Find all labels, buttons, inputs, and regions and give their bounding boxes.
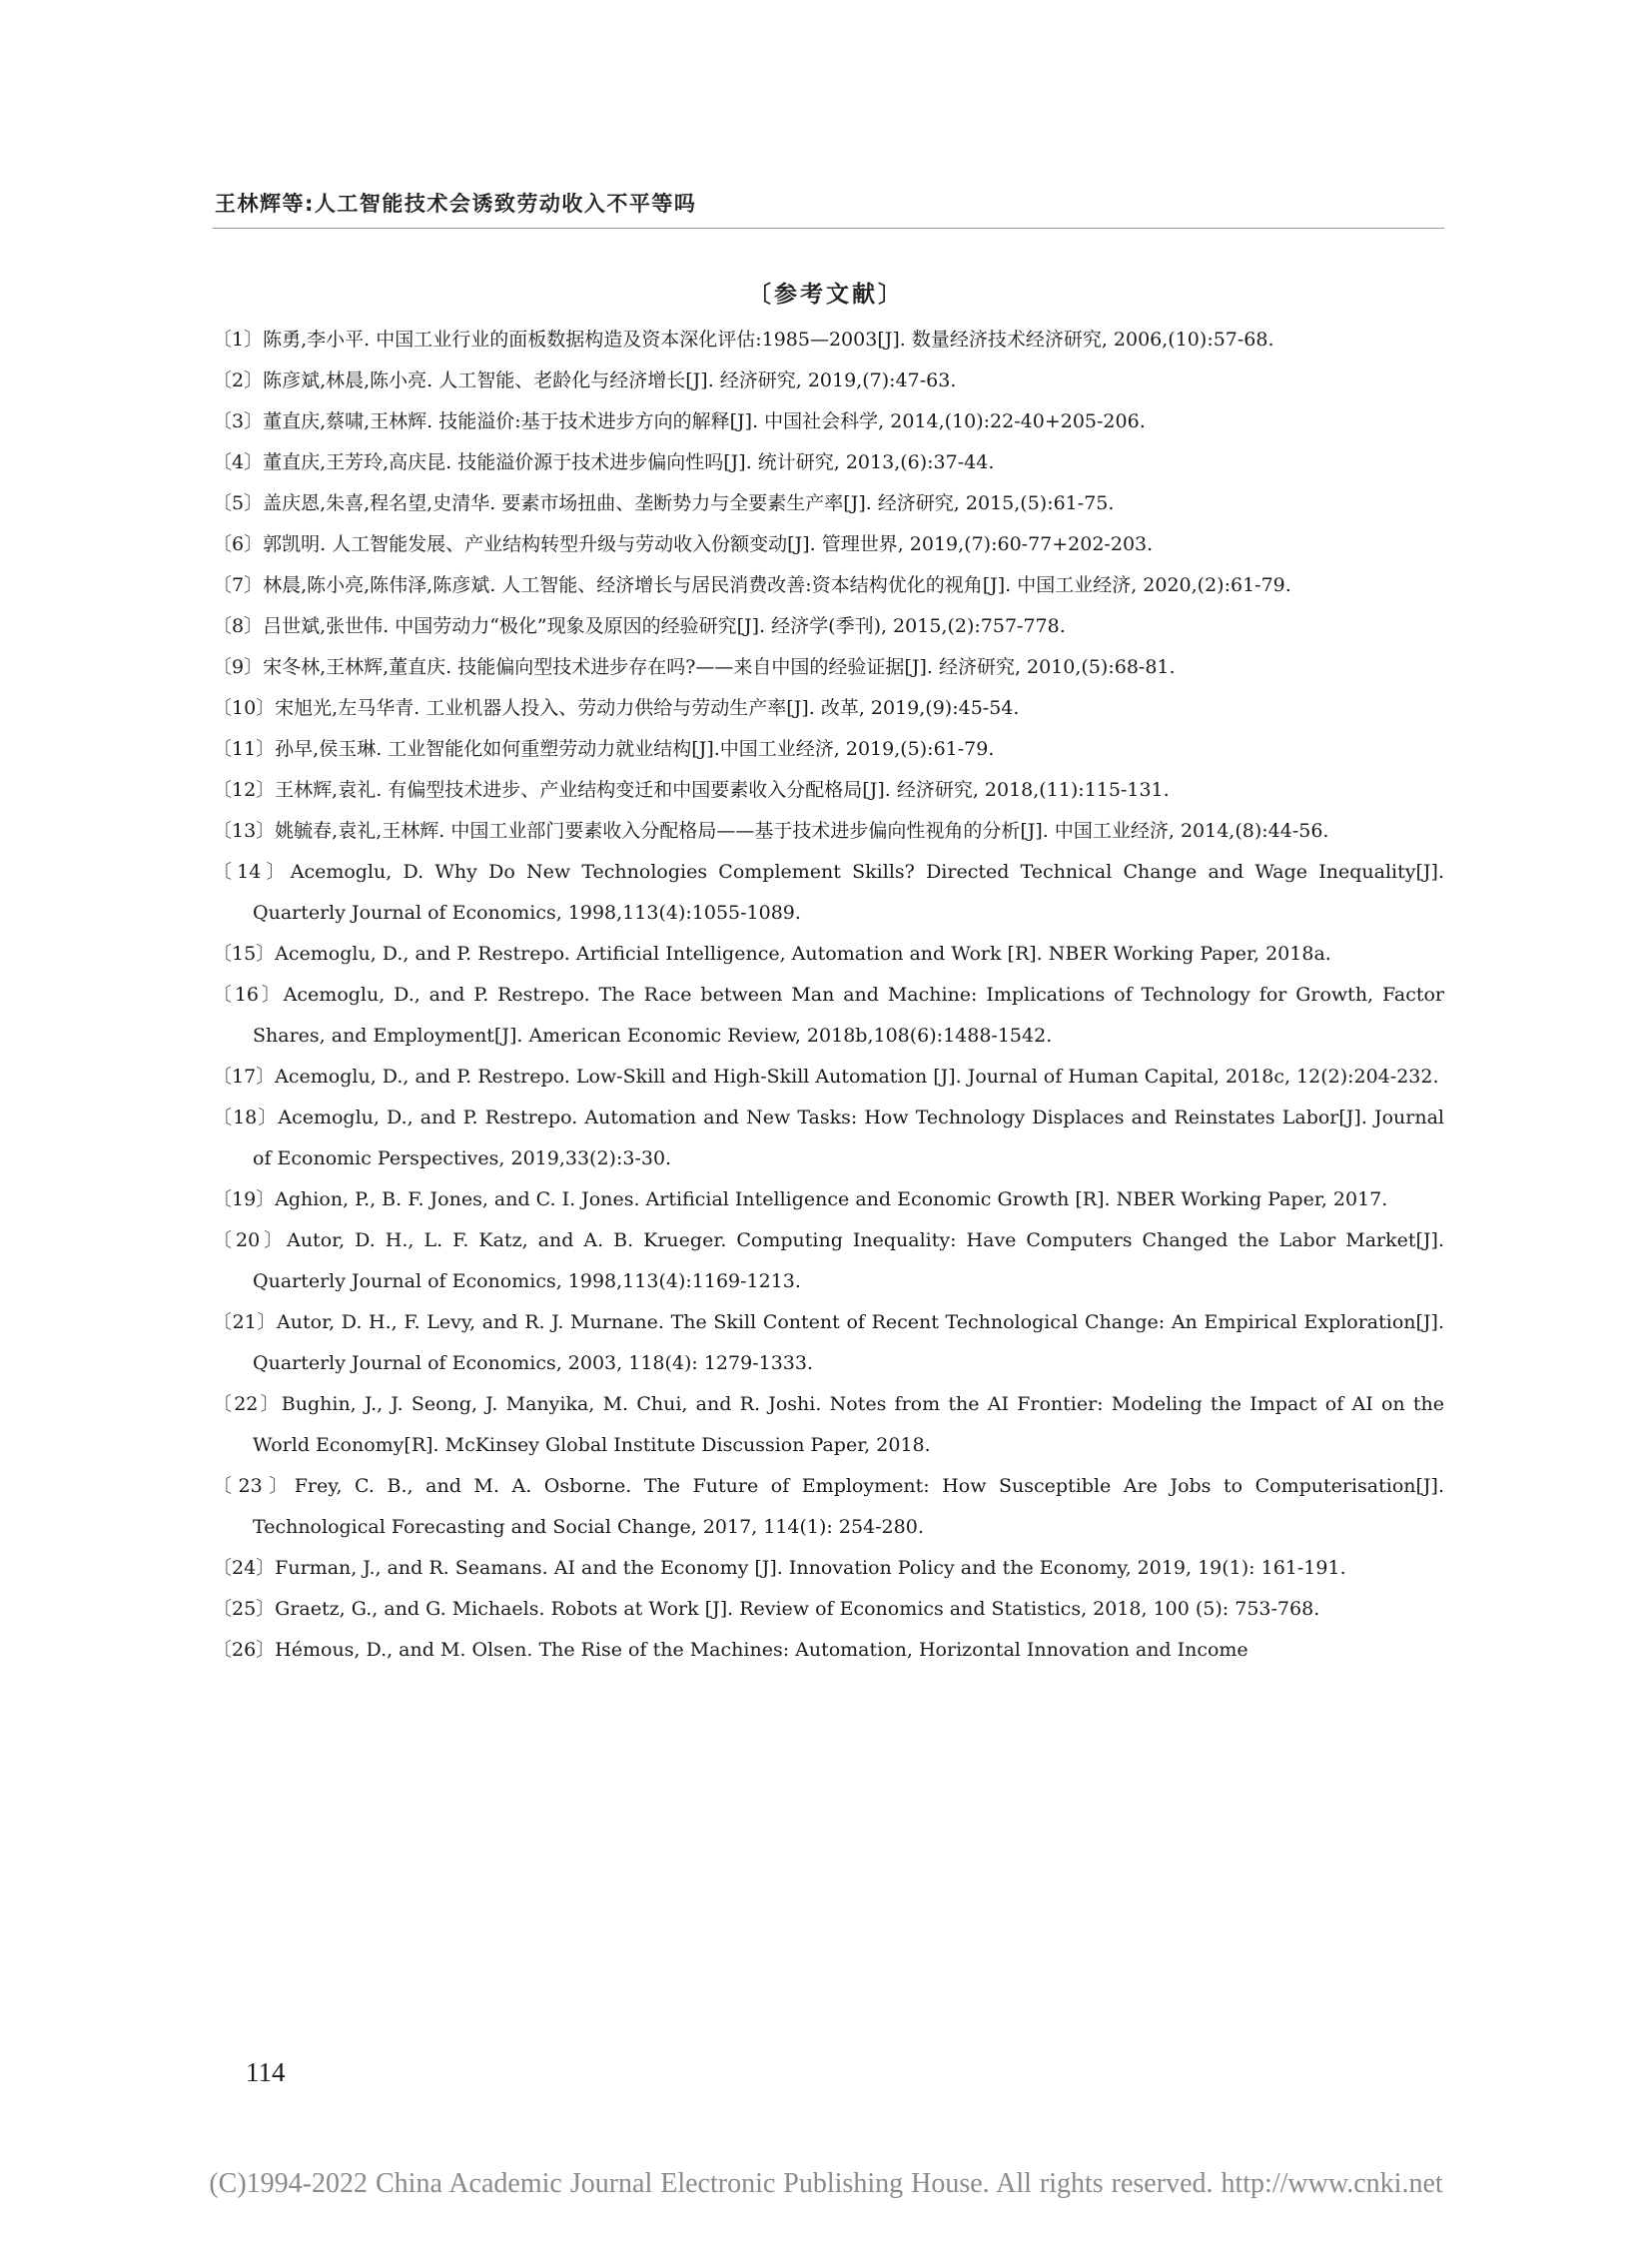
page-number: 114 bbox=[246, 2057, 286, 2087]
reference-item-3: 〔3〕董直庆,蔡啸,王林辉. 技能溢价:基于技术进步方向的解释[J]. 中国社会科学, 2014,(10):22-40+205-206. bbox=[213, 410, 1146, 432]
reference-item-21: 〔21〕Autor, D. H., F. Levy, and R. J. Murnane. The Skill Content of Recent Technological Change: An Empirical Exploration[J]. Quarterly Journal of Economics, 2003, 118(4): 1279-1333. bbox=[213, 1311, 1444, 1374]
reference-item-13: 〔13〕姚毓春,袁礼,王林辉. 中国工业部门要素收入分配格局——基于技术进步偏向性视角的分析[J]. 中国工业经济, 2014,(8):44-56. bbox=[213, 820, 1329, 842]
reference-item-11: 〔11〕孙早,侯玉琳. 工业智能化如何重塑劳动力就业结构[J].中国工业经济, 2019,(5):61-79. bbox=[213, 738, 995, 760]
reference-item-12: 〔12〕王林辉,袁礼. 有偏型技术进步、产业结构变迁和中国要素收入分配格局[J]. 经济研究, 2018,(11):115-131. bbox=[213, 779, 1170, 801]
reference-item-25: 〔25〕Graetz, G., and G. Michaels. Robots at Work [J]. Review of Economics and Statistics, 2018, 100 (5): 753-768. bbox=[213, 1598, 1320, 1620]
reference-item-8: 〔8〕吕世斌,张世伟. 中国劳动力“极化”现象及原因的经验研究[J]. 经济学(季刊), 2015,(2):757-778. bbox=[213, 615, 1066, 637]
reference-item-1: 〔1〕陈勇,李小平. 中国工业行业的面板数据构造及资本深化评估:1985—2003[J]. 数量经济技术经济研究, 2006,(10):57-68. bbox=[213, 329, 1274, 351]
running-title: 王林辉等:人工智能技术会诱致劳动收入不平等吗 bbox=[215, 192, 697, 216]
reference-item-5: 〔5〕盖庆恩,朱喜,程名望,史清华. 要素市场扭曲、垄断势力与全要素生产率[J]. 经济研究, 2015,(5):61-75. bbox=[213, 492, 1115, 514]
reference-item-10: 〔10〕宋旭光,左马华青. 工业机器人投入、劳动力供给与劳动生产率[J]. 改革, 2019,(9):45-54. bbox=[213, 697, 1020, 719]
reference-item-18: 〔18〕Acemoglu, D., and P. Restrepo. Automation and New Tasks: How Technology Displaces and Reinstates Labor[J]. Journal of Economic Perspectives, 2019,33(2):3-30. bbox=[213, 1107, 1444, 1169]
copyright-footer: (C)1994-2022 China Academic Journal Electronic Publishing House. All rights reserved. http://www.cnki.net bbox=[209, 2168, 1443, 2199]
reference-item-14: 〔14〕Acemoglu, D. Why Do New Technologies Complement Skills? Directed Technical Change and Wage Inequality[J]. Quarterly Journal of Economics, 1998,113(4):1055-1089. bbox=[213, 861, 1444, 924]
reference-item-7: 〔7〕林晨,陈小亮,陈伟泽,陈彦斌. 人工智能、经济增长与居民消费改善:资本结构优化的视角[J]. 中国工业经济, 2020,(2):61-79. bbox=[213, 574, 1291, 596]
reference-item-9: 〔9〕宋冬林,王林辉,董直庆. 技能偏向型技术进步存在吗?——来自中国的经验证据[J]. 经济研究, 2010,(5):68-81. bbox=[213, 656, 1176, 678]
reference-item-2: 〔2〕陈彦斌,林晨,陈小亮. 人工智能、老龄化与经济增长[J]. 经济研究, 2019,(7):47-63. bbox=[213, 370, 957, 391]
reference-item-20: 〔20〕Autor, D. H., L. F. Katz, and A. B. Krueger. Computing Inequality: Have Computers Changed the Labor Market[J]. Quarterly Journal of Economics, 1998,113(4):1169-1213. bbox=[213, 1229, 1444, 1292]
reference-item-26: 〔26〕Hémous, D., and M. Olsen. The Rise of the Machines: Automation, Horizontal Innovation and Income bbox=[213, 1639, 1248, 1661]
reference-item-23: 〔23〕Frey, C. B., and M. A. Osborne. The Future of Employment: How Susceptible Are Jobs to Computerisation[J]. Technological Forecasting and Social Change, 2017, 114(1): 254-280. bbox=[213, 1475, 1444, 1538]
reference-list bbox=[213, 320, 1444, 1671]
reference-item-16: 〔16〕Acemoglu, D., and P. Restrepo. The Race between Man and Machine: Implications of Technology for Growth, Factor Shares, and Employment[J]. American Economic Review, 2018b,108(6):1488-1542. bbox=[213, 984, 1444, 1047]
reference-item-6: 〔6〕郭凯明. 人工智能发展、产业结构转型升级与劳动收入份额变动[J]. 管理世界, 2019,(7):60-77+202-203. bbox=[213, 533, 1154, 555]
section-title: 〔参考文献〕 bbox=[748, 282, 904, 308]
reference-item-24: 〔24〕Furman, J., and R. Seamans. AI and the Economy [J]. Innovation Policy and the Economy, 2019, 19(1): 161-191. bbox=[213, 1557, 1346, 1579]
reference-item-19: 〔19〕Aghion, P., B. F. Jones, and C. I. Jones. Artificial Intelligence and Economic Growth [R]. NBER Working Paper, 2017. bbox=[213, 1188, 1388, 1210]
reference-item-4: 〔4〕董直庆,王芳玲,高庆昆. 技能溢价源于技术进步偏向性吗[J]. 统计研究, 2013,(6):37-44. bbox=[213, 451, 995, 473]
header-divider bbox=[213, 228, 1444, 229]
reference-item-17: 〔17〕Acemoglu, D., and P. Restrepo. Low-Skill and High-Skill Automation [J]. Journal of Human Capital, 2018c, 12(2):204-232. bbox=[213, 1066, 1439, 1088]
reference-item-22: 〔22〕Bughin, J., J. Seong, J. Manyika, M. Chui, and R. Joshi. Notes from the AI Frontier: Modeling the Impact of AI on the World Economy[R]. McKinsey Global Institute Discussion Paper, 2018. bbox=[213, 1393, 1444, 1456]
reference-item-15: 〔15〕Acemoglu, D., and P. Restrepo. Artificial Intelligence, Automation and Work [R]. NBER Working Paper, 2018a. bbox=[213, 943, 1331, 965]
